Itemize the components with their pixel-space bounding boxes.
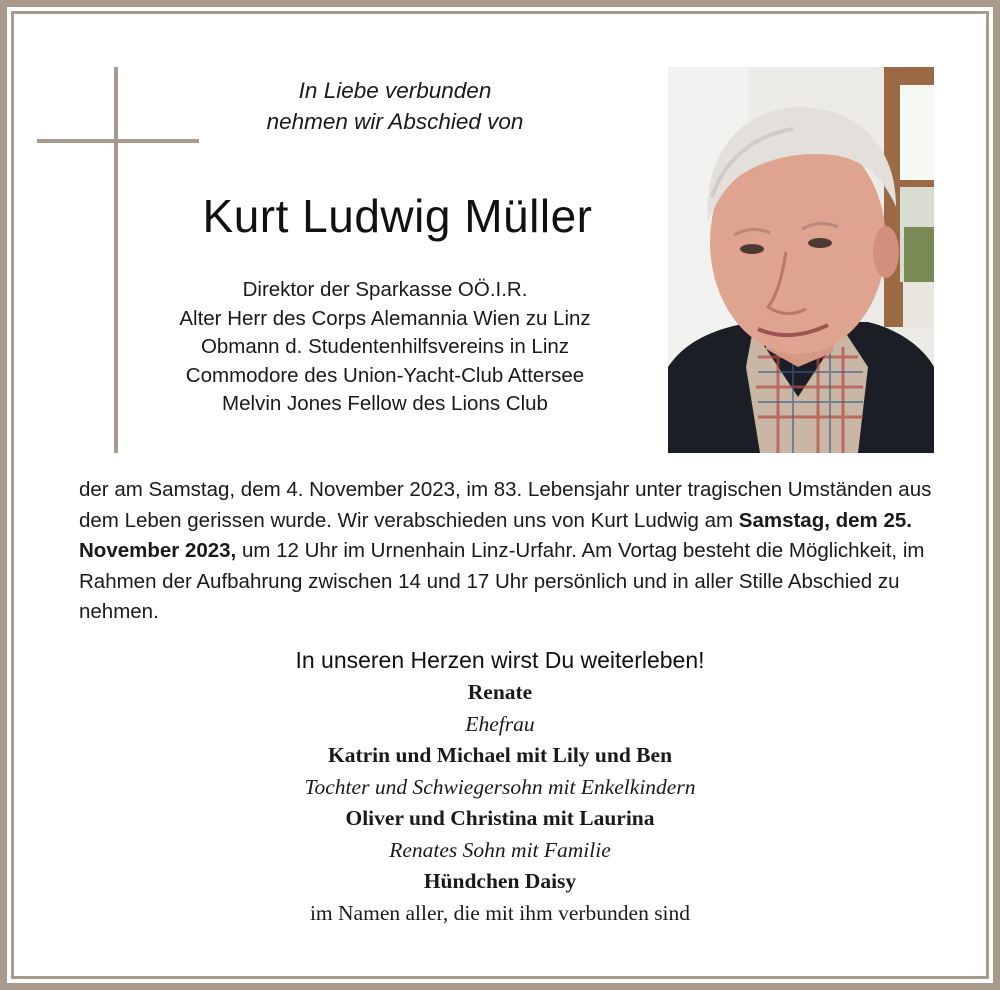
mourner-relation: Tochter und Schwiegersohn mit Enkelkindern (304, 774, 696, 799)
titles-list (120, 276, 650, 419)
portrait-photo (668, 67, 934, 453)
intro-line-1: In Liebe verbunden (298, 78, 492, 103)
closing-line: im Namen aller, die mit ihm verbunden sind (309, 900, 691, 925)
funeral-date: Samstag, dem 25. November 2023, (79, 508, 912, 562)
cross-icon-horizontal (37, 139, 199, 143)
deceased-name: Kurt Ludwig Müller (202, 190, 593, 242)
mourner-name: Renate (467, 680, 533, 704)
title-item: Melvin Jones Fellow des Lions Club (222, 392, 548, 415)
announcement-text (79, 475, 939, 628)
mourner-name: Oliver und Christina mit Laurina (345, 806, 655, 830)
intro-text (200, 75, 590, 137)
intro-line-2: nehmen wir Abschied von (266, 109, 524, 134)
title-item: Alter Herr des Corps Alemannia Wien zu Linz (179, 306, 591, 330)
motto: In unseren Herzen wirst Du weiterleben! (295, 647, 705, 673)
mourner-name: Katrin und Michael mit Lily und Ben (327, 743, 673, 767)
mourner-relation: Renates Sohn mit Familie (389, 837, 611, 862)
title-item: Obmann d. Studentenhilfsvereins in Linz (200, 335, 570, 358)
mourners-list (100, 677, 900, 929)
cross-icon-vertical (114, 67, 118, 453)
mourner-relation: Ehefrau (465, 711, 535, 736)
title-item: Commodore des Union-Yacht-Club Attersee (185, 363, 585, 387)
title-item: Direktor der Sparkasse OÖ.I.R. (242, 278, 528, 301)
announcement-part-2: um 12 Uhr im Urnenhain Linz-Urfahr. Am Vortag besteht die Möglichkeit, im Rahmen der Aufbahrung zwischen 14 und 17 Uhr persönlich und in aller Stille Abschied zu nehmen. (79, 539, 925, 623)
mourner-name: Hündchen Daisy (423, 869, 577, 893)
announcement-part-1: der am Samstag, dem 4. November 2023, im 83. Lebensjahr unter tragischen Umständen aus dem Leben gerissen wurde. Wir verabschieden uns von Kurt Ludwig am (79, 478, 932, 532)
